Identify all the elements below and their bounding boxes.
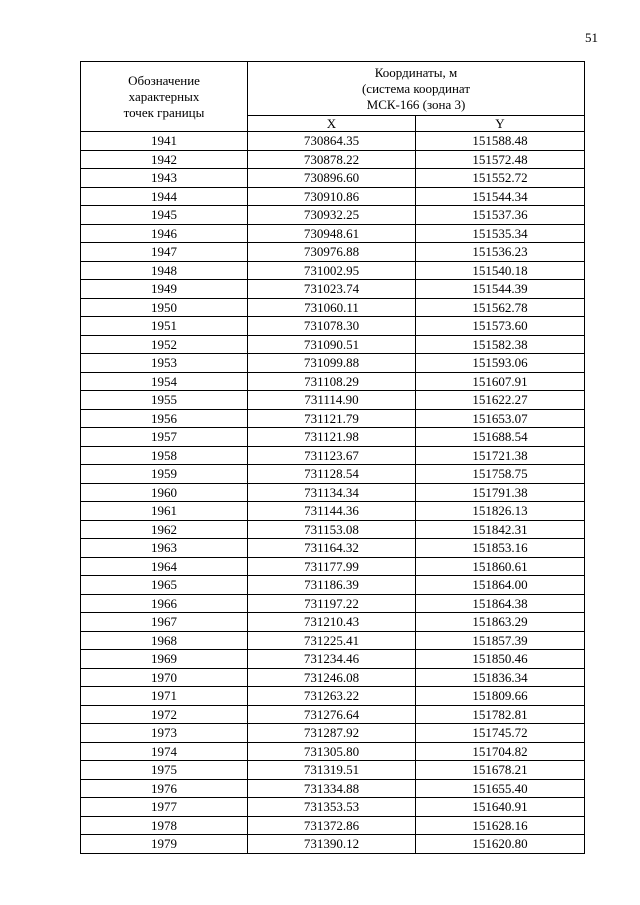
table-row <box>81 539 585 558</box>
x-coordinate-cell: 731305.80 <box>248 742 416 761</box>
table-row <box>81 835 585 854</box>
coordinates-column-header: Координаты, м (система координат МСК-166 (зона 3) <box>248 62 585 116</box>
x-coordinate-cell: 731390.12 <box>248 835 416 854</box>
table-row <box>81 650 585 669</box>
x-coordinate-cell: 731153.08 <box>248 520 416 539</box>
x-coordinate-cell: 731090.51 <box>248 335 416 354</box>
y-coordinate-cell: 151536.23 <box>416 243 585 262</box>
table-row <box>81 576 585 595</box>
x-coordinate-cell: 730864.35 <box>248 132 416 151</box>
x-coordinate-cell: 731144.36 <box>248 502 416 521</box>
y-coordinate-cell: 151842.31 <box>416 520 585 539</box>
point-cell: 1979 <box>81 835 248 854</box>
table-row <box>81 520 585 539</box>
x-coordinate-cell: 731287.92 <box>248 724 416 743</box>
x-coordinate-cell: 731334.88 <box>248 779 416 798</box>
point-cell: 1944 <box>81 187 248 206</box>
table-row <box>81 705 585 724</box>
point-cell: 1955 <box>81 391 248 410</box>
x-column-header: X <box>248 116 416 132</box>
point-cell: 1946 <box>81 224 248 243</box>
x-coordinate-cell: 731246.08 <box>248 668 416 687</box>
table-row <box>81 668 585 687</box>
x-coordinate-cell: 731002.95 <box>248 261 416 280</box>
point-cell: 1963 <box>81 539 248 558</box>
table-row <box>81 446 585 465</box>
y-coordinate-cell: 151745.72 <box>416 724 585 743</box>
point-cell: 1975 <box>81 761 248 780</box>
y-coordinate-cell: 151572.48 <box>416 150 585 169</box>
y-coordinate-cell: 151573.60 <box>416 317 585 336</box>
y-coordinate-cell: 151535.34 <box>416 224 585 243</box>
point-cell: 1942 <box>81 150 248 169</box>
point-cell: 1962 <box>81 520 248 539</box>
point-cell: 1965 <box>81 576 248 595</box>
x-coordinate-cell: 731372.86 <box>248 816 416 835</box>
y-coordinate-cell: 151537.36 <box>416 206 585 225</box>
point-cell: 1974 <box>81 742 248 761</box>
table-row <box>81 779 585 798</box>
y-coordinate-cell: 151688.54 <box>416 428 585 447</box>
point-cell: 1970 <box>81 668 248 687</box>
x-coordinate-cell: 731164.32 <box>248 539 416 558</box>
table-row <box>81 502 585 521</box>
table-row <box>81 631 585 650</box>
point-cell: 1958 <box>81 446 248 465</box>
x-coordinate-cell: 730910.86 <box>248 187 416 206</box>
x-coordinate-cell: 730896.60 <box>248 169 416 188</box>
table-row <box>81 557 585 576</box>
point-cell: 1969 <box>81 650 248 669</box>
y-coordinate-cell: 151628.16 <box>416 816 585 835</box>
point-cell: 1952 <box>81 335 248 354</box>
x-coordinate-cell: 731114.90 <box>248 391 416 410</box>
header-row-main <box>81 62 585 116</box>
y-coordinate-cell: 151864.38 <box>416 594 585 613</box>
x-coordinate-cell: 731319.51 <box>248 761 416 780</box>
x-coordinate-cell: 730932.25 <box>248 206 416 225</box>
point-cell: 1951 <box>81 317 248 336</box>
x-coordinate-cell: 731099.88 <box>248 354 416 373</box>
point-cell: 1941 <box>81 132 248 151</box>
x-coordinate-cell: 731121.98 <box>248 428 416 447</box>
point-cell: 1953 <box>81 354 248 373</box>
table-row <box>81 280 585 299</box>
table-row <box>81 317 585 336</box>
y-coordinate-cell: 151588.48 <box>416 132 585 151</box>
y-coordinate-cell: 151544.39 <box>416 280 585 299</box>
y-coordinate-cell: 151850.46 <box>416 650 585 669</box>
table-row <box>81 428 585 447</box>
table-row <box>81 816 585 835</box>
x-coordinate-cell: 731353.53 <box>248 798 416 817</box>
table-row <box>81 613 585 632</box>
table-row <box>81 483 585 502</box>
table-row <box>81 372 585 391</box>
y-coordinate-cell: 151544.34 <box>416 187 585 206</box>
point-cell: 1947 <box>81 243 248 262</box>
y-coordinate-cell: 151593.06 <box>416 354 585 373</box>
y-coordinate-cell: 151582.38 <box>416 335 585 354</box>
y-coordinate-cell: 151620.80 <box>416 835 585 854</box>
table-row <box>81 761 585 780</box>
y-coordinate-cell: 151562.78 <box>416 298 585 317</box>
point-cell: 1954 <box>81 372 248 391</box>
table-row <box>81 465 585 484</box>
y-coordinate-cell: 151655.40 <box>416 779 585 798</box>
y-coordinate-cell: 151758.75 <box>416 465 585 484</box>
x-coordinate-cell: 731177.99 <box>248 557 416 576</box>
y-coordinate-cell: 151622.27 <box>416 391 585 410</box>
y-coordinate-cell: 151836.34 <box>416 668 585 687</box>
point-cell: 1956 <box>81 409 248 428</box>
point-cell: 1957 <box>81 428 248 447</box>
y-coordinate-cell: 151540.18 <box>416 261 585 280</box>
y-coordinate-cell: 151678.21 <box>416 761 585 780</box>
table-row <box>81 169 585 188</box>
table-row <box>81 742 585 761</box>
x-coordinate-cell: 731234.46 <box>248 650 416 669</box>
y-coordinate-cell: 151782.81 <box>416 705 585 724</box>
x-coordinate-cell: 731060.11 <box>248 298 416 317</box>
table-row <box>81 243 585 262</box>
point-cell: 1972 <box>81 705 248 724</box>
point-cell: 1950 <box>81 298 248 317</box>
table-body <box>81 132 585 854</box>
table-row <box>81 335 585 354</box>
x-coordinate-cell: 731263.22 <box>248 687 416 706</box>
point-cell: 1961 <box>81 502 248 521</box>
y-coordinate-cell: 151721.38 <box>416 446 585 465</box>
point-cell: 1976 <box>81 779 248 798</box>
table-header <box>81 62 585 132</box>
table-row <box>81 594 585 613</box>
table-row <box>81 224 585 243</box>
y-coordinate-cell: 151640.91 <box>416 798 585 817</box>
y-coordinate-cell: 151853.16 <box>416 539 585 558</box>
y-coordinate-cell: 151791.38 <box>416 483 585 502</box>
point-cell: 1968 <box>81 631 248 650</box>
y-coordinate-cell: 151826.13 <box>416 502 585 521</box>
point-cell: 1960 <box>81 483 248 502</box>
page-number: 51 <box>585 30 598 45</box>
x-coordinate-cell: 731276.64 <box>248 705 416 724</box>
table-row <box>81 391 585 410</box>
table-row <box>81 298 585 317</box>
table-row <box>81 187 585 206</box>
table-row <box>81 354 585 373</box>
x-coordinate-cell: 731121.79 <box>248 409 416 428</box>
y-coordinate-cell: 151860.61 <box>416 557 585 576</box>
point-cell: 1959 <box>81 465 248 484</box>
table-row <box>81 687 585 706</box>
x-coordinate-cell: 731123.67 <box>248 446 416 465</box>
points-column-header: Обозначение характерных точек границы <box>81 62 248 132</box>
x-coordinate-cell: 731186.39 <box>248 576 416 595</box>
y-coordinate-cell: 151607.91 <box>416 372 585 391</box>
point-cell: 1949 <box>81 280 248 299</box>
point-cell: 1978 <box>81 816 248 835</box>
point-cell: 1973 <box>81 724 248 743</box>
y-coordinate-cell: 151653.07 <box>416 409 585 428</box>
table-row <box>81 132 585 151</box>
x-coordinate-cell: 730948.61 <box>248 224 416 243</box>
table-row <box>81 206 585 225</box>
point-cell: 1943 <box>81 169 248 188</box>
x-coordinate-cell: 730878.22 <box>248 150 416 169</box>
point-cell: 1966 <box>81 594 248 613</box>
table-row <box>81 798 585 817</box>
x-coordinate-cell: 731210.43 <box>248 613 416 632</box>
y-coordinate-cell: 151704.82 <box>416 742 585 761</box>
coordinates-table <box>80 61 585 854</box>
x-coordinate-cell: 730976.88 <box>248 243 416 262</box>
x-coordinate-cell: 731108.29 <box>248 372 416 391</box>
table-row <box>81 724 585 743</box>
x-coordinate-cell: 731225.41 <box>248 631 416 650</box>
y-coordinate-cell: 151552.72 <box>416 169 585 188</box>
x-coordinate-cell: 731134.34 <box>248 483 416 502</box>
table-row <box>81 409 585 428</box>
point-cell: 1971 <box>81 687 248 706</box>
y-coordinate-cell: 151809.66 <box>416 687 585 706</box>
y-column-header: Y <box>416 116 585 132</box>
point-cell: 1967 <box>81 613 248 632</box>
point-cell: 1977 <box>81 798 248 817</box>
point-cell: 1948 <box>81 261 248 280</box>
y-coordinate-cell: 151864.00 <box>416 576 585 595</box>
x-coordinate-cell: 731128.54 <box>248 465 416 484</box>
x-coordinate-cell: 731023.74 <box>248 280 416 299</box>
table-row <box>81 150 585 169</box>
y-coordinate-cell: 151863.29 <box>416 613 585 632</box>
point-cell: 1964 <box>81 557 248 576</box>
point-cell: 1945 <box>81 206 248 225</box>
x-coordinate-cell: 731197.22 <box>248 594 416 613</box>
y-coordinate-cell: 151857.39 <box>416 631 585 650</box>
x-coordinate-cell: 731078.30 <box>248 317 416 336</box>
table-row <box>81 261 585 280</box>
